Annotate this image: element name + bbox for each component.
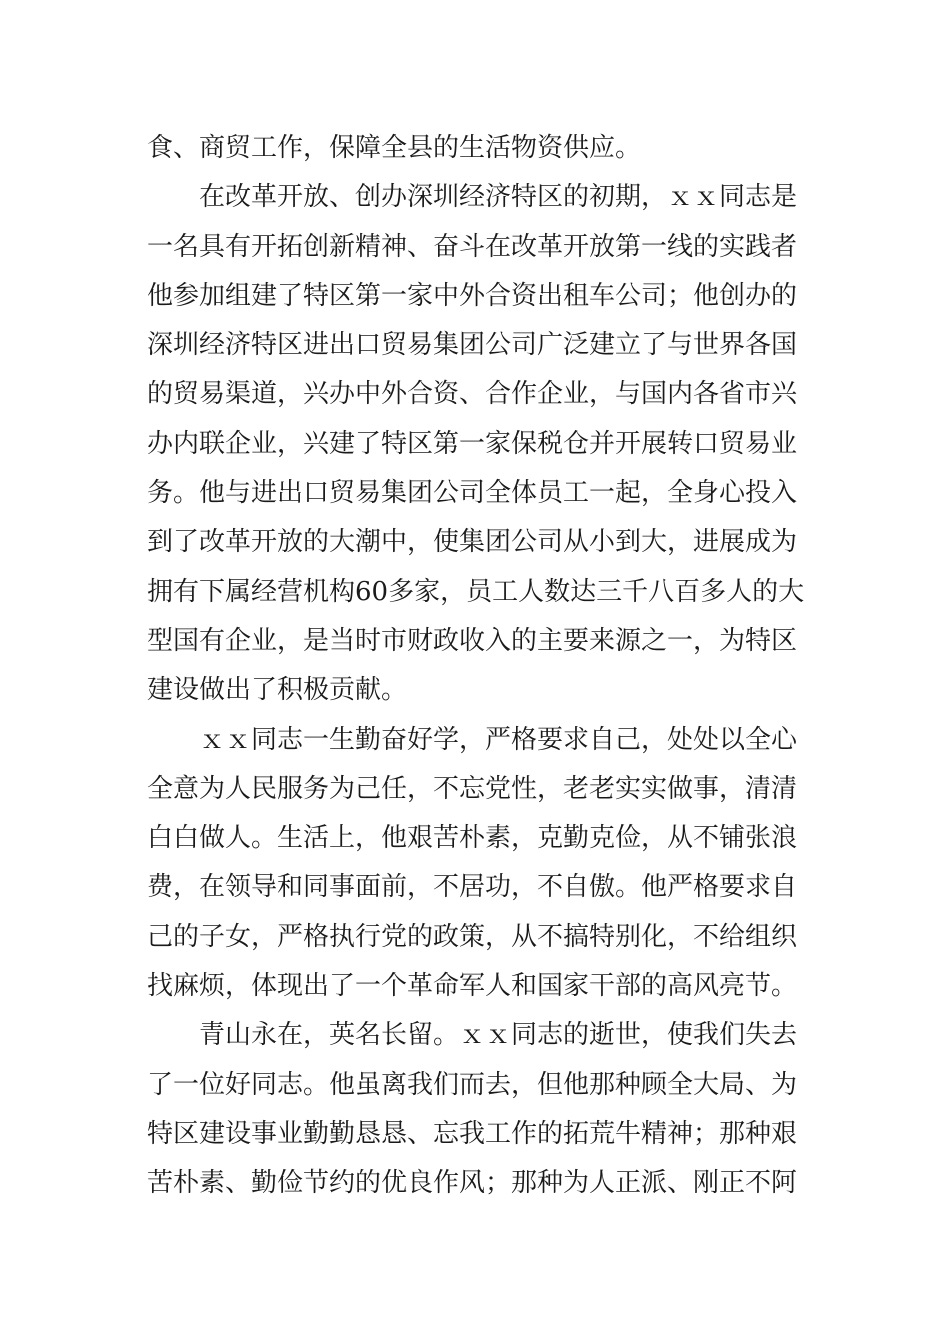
- text-line: 苦朴素、勤俭节约的优良作风；那种为人正派、刚正不阿: [147, 1168, 798, 1199]
- text-line: 到了改革开放的大潮中，使集团公司从小到大，进展成为: [147, 527, 798, 558]
- text-line: 己的子女，严格执行党的政策，从不搞特别化，不给组织: [147, 921, 798, 952]
- text-line: 的贸易渠道，兴办中外合资、合作企业，与国内各省市兴: [147, 379, 798, 410]
- text-line: 拥有下属经营机构60多家，员工人数达三千八百多人的大: [147, 576, 805, 607]
- text-line: 了一位好同志。他虽离我们而去，但他那种顾全大局、为: [147, 1069, 798, 1100]
- text-line: 全意为人民服务为己任，不忘党性，老老实实做事，清清: [147, 773, 798, 804]
- text-line: 食、商贸工作，保障全县的生活物资供应。: [147, 133, 642, 163]
- text-line: 务。他与进出口贸易集团公司全体员工一起，全身心投入: [147, 478, 798, 509]
- body-text: [147, 124, 817, 1209]
- text-line: 一名具有开拓创新精神、奋斗在改革开放第一线的实践者: [147, 231, 798, 262]
- text-line: 他参加组建了特区第一家中外合资出租车公司；他创办的: [147, 280, 798, 311]
- text-line: 找麻烦，体现出了一个革命军人和国家干部的高风亮节。: [147, 971, 798, 1002]
- text-line: 白白做人。生活上，他艰苦朴素，克勤克俭，从不铺张浪: [147, 823, 798, 854]
- text-line: 在改革开放、创办深圳经济特区的初期，ｘｘ同志是: [199, 182, 798, 213]
- text-line: 特区建设事业勤勤恳恳、忘我工作的拓荒牛精神；那种艰: [147, 1118, 798, 1149]
- text-line: 建设做出了积极贡献。: [147, 675, 408, 706]
- text-line: 青山永在，英名长留。ｘｘ同志的逝世，使我们失去: [199, 1020, 798, 1051]
- text-line: 费，在领导和同事面前，不居功，不自傲。他严格要求自: [147, 872, 798, 903]
- text-line: 深圳经济特区进出口贸易集团公司广泛建立了与世界各国: [147, 330, 798, 361]
- text-line: 办内联企业，兴建了特区第一家保税仓并开展转口贸易业: [147, 428, 798, 459]
- text-line: 型国有企业，是当时市财政收入的主要来源之一，为特区: [147, 625, 798, 656]
- text-line: ｘｘ同志一生勤奋好学，严格要求自己，处处以全心: [199, 724, 798, 755]
